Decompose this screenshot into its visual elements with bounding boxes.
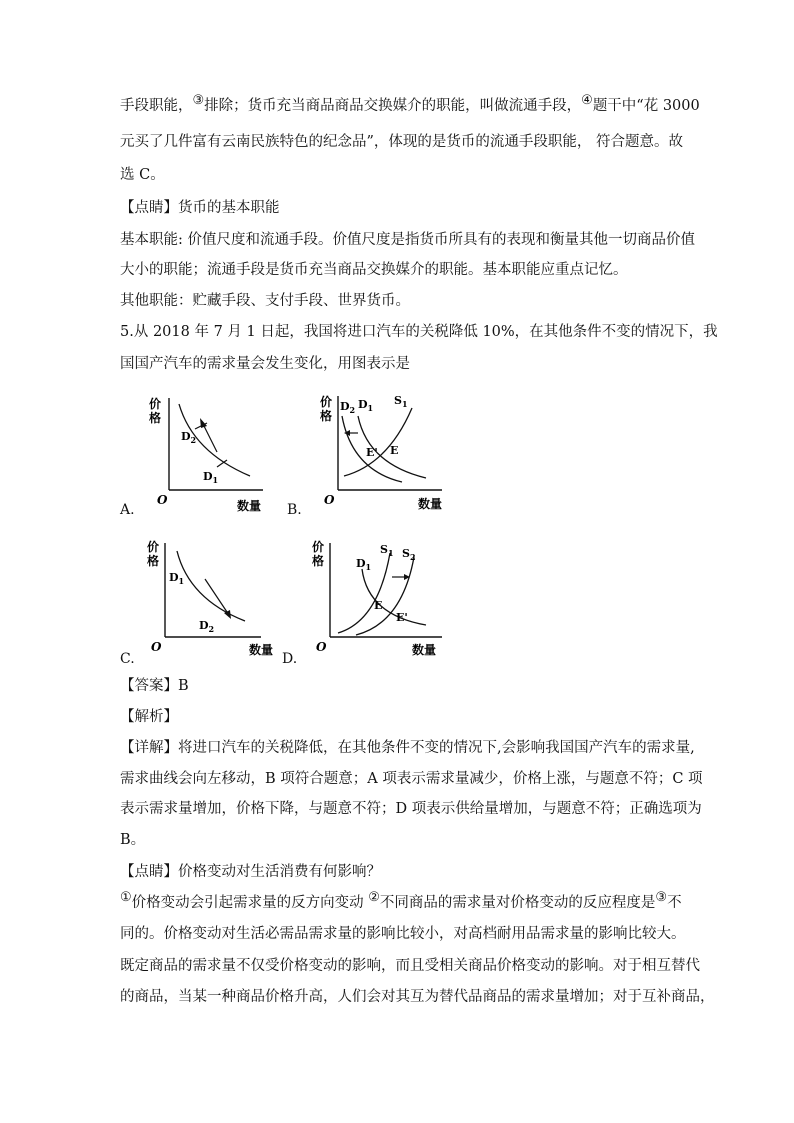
intro-line-1	[120, 93, 700, 117]
intro-line-2: 元买了几件富有云南民族特色的纪念品”，体现的是货币的流通手段职能， 符合题意。故	[120, 134, 684, 150]
curve-label-d1: $D_1$	[203, 470, 219, 485]
tip-line: 其他职能：贮藏手段、支付手段、世界货币。	[120, 293, 410, 309]
tip-line: 同的。价格变动对生活必需品需求量的影响比较小，对高档耐用品需求量的影响比较大。	[120, 926, 686, 942]
analysis-line: 【详解】将进口汽车的关税降低，在其他条件不变的情况下,会影响我国国产汽车的需求量,	[120, 740, 695, 756]
curve-label-d1: $D_1$	[169, 571, 185, 586]
axis-label-price: 格	[147, 554, 160, 568]
curve-label-d2: $D_2$	[199, 619, 215, 634]
circled-number: ④	[581, 93, 593, 108]
analysis-line: 表示需求量增加，价格下降，与题意不符；D 项表示供给量增加，与题意不符；正确选项为	[120, 801, 702, 817]
question-line: 5.从 2018 年 7 月 1 日起，我国将进口汽车的关税降低 10%，在其他条件不变的情况下，我	[120, 324, 718, 340]
arrow-line	[205, 579, 229, 615]
option-d-label: D.	[282, 651, 298, 667]
curve-label-s2: $S_2$	[402, 547, 416, 562]
origin-label: O	[316, 640, 327, 654]
circled-number: ③	[655, 890, 668, 905]
axis-label-price: 价	[320, 395, 333, 409]
circled-number: ②	[368, 890, 380, 905]
text-span: 题干中“花 3000	[592, 98, 700, 114]
axis-label-price: 价	[149, 397, 162, 411]
question-line: 国国产汽车的需求量会发生变化，用图表示是	[120, 356, 410, 372]
answer-line: 【答案】B	[120, 678, 189, 694]
tip-heading: 【点睛】货币的基本职能	[120, 200, 280, 216]
curve-label-d2: $D_2$	[340, 400, 356, 415]
tip-line: 的商品，当某一种商品价格升高，人们会对其互为替代品商品的需求量增加；对于互补商品，	[120, 989, 715, 1005]
curve-label-s1: $S_1$	[380, 543, 394, 558]
circled-number: ③	[192, 93, 205, 108]
axis-label-qty: 数量	[418, 497, 443, 511]
figure-d	[310, 535, 450, 665]
tip-line: 大小的职能；流通手段是货币充当商品交换媒介的职能。基本职能应重点记忆。	[120, 262, 628, 278]
axis-label-price: 价	[312, 540, 325, 554]
analysis-line: B。	[120, 832, 146, 848]
equilibrium-label-e2: E'	[366, 446, 378, 459]
axis-label-qty: 数量	[412, 643, 437, 657]
origin-label: O	[151, 640, 162, 654]
tip-line: 既定商品的需求量不仅受价格变动的影响，而且受相关商品价格变动的影响。对于相互替代	[120, 958, 700, 974]
equilibrium-label-e: E	[390, 444, 399, 457]
curve-label-d2: $D_2$	[181, 430, 197, 445]
option-c-label: C.	[120, 651, 135, 667]
origin-label: O	[324, 493, 335, 507]
curve-label-s1: $S_1$	[394, 394, 408, 409]
demand-curve	[177, 551, 245, 621]
option-a-label: A.	[120, 502, 135, 518]
curve-label-d1: $D_1$	[358, 398, 374, 413]
option-b-label: B.	[287, 502, 302, 518]
axis-label-price: 格	[320, 409, 333, 423]
axis-label-qty: 数量	[237, 499, 262, 513]
text-span: 排除；货币充当商品商品交换媒介的职能，叫做流通手段，	[204, 98, 582, 114]
tip-line: 基本职能: 价值尺度和流通手段。价值尺度是指货币所具有的表现和衡量其他一切商品价值	[120, 232, 695, 248]
curve-label-d1: $D_1$	[356, 557, 372, 572]
text-span: 不同商品的需求量对价格变动的反应程度是	[379, 895, 656, 911]
analysis-line: 需求曲线会向左移动，B 项符合题意；A 项表示需求量减少，价格上涨，与题意不符；C 项	[120, 771, 703, 787]
tip-line-1	[120, 890, 682, 914]
text-span: 价格变动会引起需求量的反方向变动	[131, 895, 369, 911]
text-span: 手段职能，	[120, 98, 193, 114]
analysis-heading: 【解析】	[120, 709, 178, 725]
figure-c	[145, 535, 274, 665]
axis-label-price: 价	[147, 540, 160, 554]
circled-number: ①	[120, 890, 132, 905]
origin-label: O	[157, 493, 168, 507]
figure-a	[145, 392, 270, 517]
intro-line-3: 选 C。	[120, 167, 165, 183]
supply-curve	[344, 408, 412, 476]
text-span: 不	[667, 895, 682, 911]
equilibrium-label-e: E	[374, 599, 383, 612]
tip-heading: 【点睛】价格变动对生活消费有何影响？	[120, 864, 381, 880]
axis-label-qty: 数量	[249, 643, 274, 657]
axis-label-price: 格	[312, 554, 325, 568]
figure-b	[318, 392, 448, 517]
equilibrium-label-e2: E'	[396, 611, 408, 624]
axis-label-price: 格	[149, 411, 162, 425]
